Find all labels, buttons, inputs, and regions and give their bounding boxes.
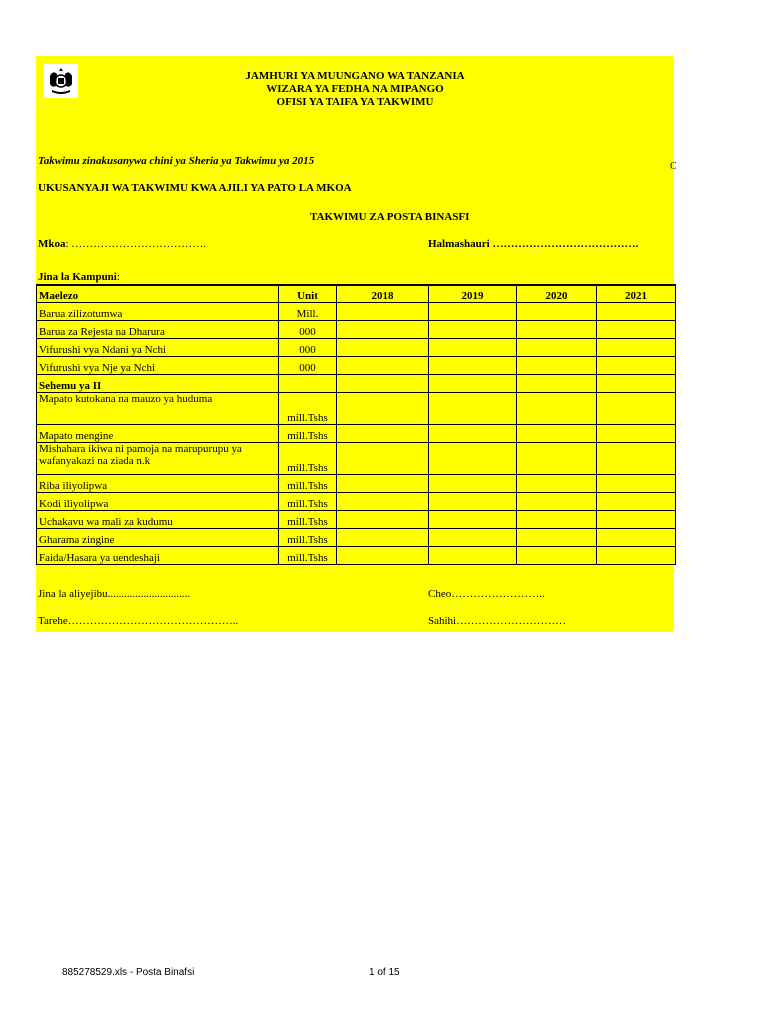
value-cell-2019[interactable] [429,393,517,425]
row-description: Vifurushi vya Ndani ya Nchi [37,339,279,357]
value-cell-2018[interactable] [337,303,429,321]
value-cell-2018[interactable] [337,321,429,339]
kampuni-label: Jina la Kampuni [38,271,117,283]
row-description: Faida/Hasara ya uendeshaji [37,547,279,565]
value-cell-2020[interactable] [517,357,597,375]
value-cell-2019[interactable] [429,339,517,357]
row-unit: mill.Tshs [279,493,337,511]
value-cell-2020[interactable] [517,443,597,475]
survey-title: UKUSANYAJI WA TAKWIMU KWA AJILI YA PATO LA MKOA [38,182,352,194]
row-unit: mill.Tshs [279,475,337,493]
value-cell-2021[interactable] [597,475,676,493]
row-description: Mapato kutokana na mauzo ya huduma [37,393,279,425]
value-cell-2019[interactable] [429,425,517,443]
value-cell-2018[interactable] [337,443,429,475]
halmashauri-label: Halmashauri [428,238,490,250]
table-row [37,493,676,511]
value-cell-2019[interactable] [429,375,517,393]
stray-character: C [670,161,677,172]
table-row [37,475,676,493]
col-header-2021: 2021 [597,285,676,303]
kampuni-field[interactable] [38,271,120,284]
value-cell-2018[interactable] [337,375,429,393]
table-row [37,425,676,443]
col-header-2019: 2019 [429,285,517,303]
row-description: Riba iliyolipwa [37,475,279,493]
value-cell-2019[interactable] [429,303,517,321]
header-ministry: WIZARA YA FEDHA NA MIPANGO [266,83,444,95]
value-cell-2020[interactable] [517,493,597,511]
col-header-maelezo: Maelezo [37,285,279,303]
value-cell-2021[interactable] [597,511,676,529]
value-cell-2020[interactable] [517,529,597,547]
row-unit [279,375,337,393]
value-cell-2019[interactable] [429,547,517,565]
row-unit: mill.Tshs [279,425,337,443]
value-cell-2021[interactable] [597,547,676,565]
row-description: Barua zilizotumwa [37,303,279,321]
value-cell-2021[interactable] [597,357,676,375]
value-cell-2021[interactable] [597,375,676,393]
value-cell-2019[interactable] [429,357,517,375]
value-cell-2021[interactable] [597,529,676,547]
value-cell-2019[interactable] [429,321,517,339]
data-table [36,284,676,565]
value-cell-2021[interactable] [597,339,676,357]
value-cell-2019[interactable] [429,443,517,475]
section-heading: Sehemu ya II [37,375,279,393]
value-cell-2020[interactable] [517,339,597,357]
value-cell-2020[interactable] [517,321,597,339]
row-description: Vifurushi vya Nje ya Nchi [37,357,279,375]
value-cell-2020[interactable] [517,375,597,393]
footer-filename: 885278529.xls - Posta Binafsi [62,967,195,978]
form-title: TAKWIMU ZA POSTA BINASFI [310,211,470,223]
table-row [37,547,676,565]
row-unit: mill.Tshs [279,547,337,565]
respondent-name-field[interactable]: Jina la aliyejibu.............................. [38,588,191,600]
row-description: Gharama zingine [37,529,279,547]
date-field[interactable]: Tarehe……………………………………….. [38,615,239,627]
value-cell-2021[interactable] [597,321,676,339]
row-unit: 000 [279,339,337,357]
value-cell-2020[interactable] [517,393,597,425]
footer-page-number: 1 of 15 [369,967,400,978]
row-description: Uchakavu wa mali za kudumu [37,511,279,529]
row-unit: mill.Tshs [279,511,337,529]
value-cell-2018[interactable] [337,475,429,493]
value-cell-2021[interactable] [597,493,676,511]
mkoa-field[interactable] [38,238,206,251]
value-cell-2020[interactable] [517,511,597,529]
mkoa-value: : ………………………………. [65,238,207,250]
value-cell-2021[interactable] [597,425,676,443]
value-cell-2018[interactable] [337,511,429,529]
halmashauri-value: …………………………………. [489,238,639,250]
value-cell-2020[interactable] [517,425,597,443]
row-unit: Mill. [279,303,337,321]
table-row [37,375,676,393]
value-cell-2018[interactable] [337,357,429,375]
position-field[interactable]: Cheo…………………….. [428,588,545,600]
table-header-row [37,285,676,303]
legal-note: Takwimu zinakusanywa chini ya Sheria ya Takwimu ya 2015 [38,155,315,167]
row-unit: mill.Tshs [279,443,337,475]
col-header-2020: 2020 [517,285,597,303]
value-cell-2019[interactable] [429,493,517,511]
table-row [37,303,676,321]
table-row [37,511,676,529]
mkoa-label: Mkoa [38,238,66,250]
row-description: Kodi iliyolipwa [37,493,279,511]
header-office: OFISI YA TAIFA YA TAKWIMU [276,96,434,108]
value-cell-2020[interactable] [517,475,597,493]
row-unit: mill.Tshs [279,393,337,425]
kampuni-value: : [116,271,120,283]
row-description: Barua za Rejesta na Dharura [37,321,279,339]
value-cell-2019[interactable] [429,475,517,493]
row-unit: 000 [279,321,337,339]
table-row [37,339,676,357]
value-cell-2018[interactable] [337,529,429,547]
value-cell-2018[interactable] [337,547,429,565]
value-cell-2019[interactable] [429,511,517,529]
table-row [37,529,676,547]
row-description: Mapato mengine [37,425,279,443]
table-row [37,393,676,425]
row-description: Mishahara ikiwa ni pamoja na marupurupu ya wafanyakazi na ziada n.k [37,443,279,475]
value-cell-2021[interactable] [597,303,676,321]
table-row [37,321,676,339]
value-cell-2020[interactable] [517,547,597,565]
value-cell-2019[interactable] [429,529,517,547]
col-header-unit: Unit [279,285,337,303]
value-cell-2018[interactable] [337,339,429,357]
row-unit: 000 [279,357,337,375]
row-unit: mill.Tshs [279,529,337,547]
signature-field[interactable]: Sahihi………………………… [428,615,567,627]
col-header-2018: 2018 [337,285,429,303]
value-cell-2021[interactable] [597,393,676,425]
value-cell-2018[interactable] [337,393,429,425]
header-country: JAMHURI YA MUUNGANO WA TANZANIA [245,70,465,82]
table-row [37,357,676,375]
value-cell-2018[interactable] [337,493,429,511]
value-cell-2018[interactable] [337,425,429,443]
value-cell-2020[interactable] [517,303,597,321]
value-cell-2021[interactable] [597,443,676,475]
table-row [37,443,676,475]
halmashauri-field[interactable] [428,238,638,251]
